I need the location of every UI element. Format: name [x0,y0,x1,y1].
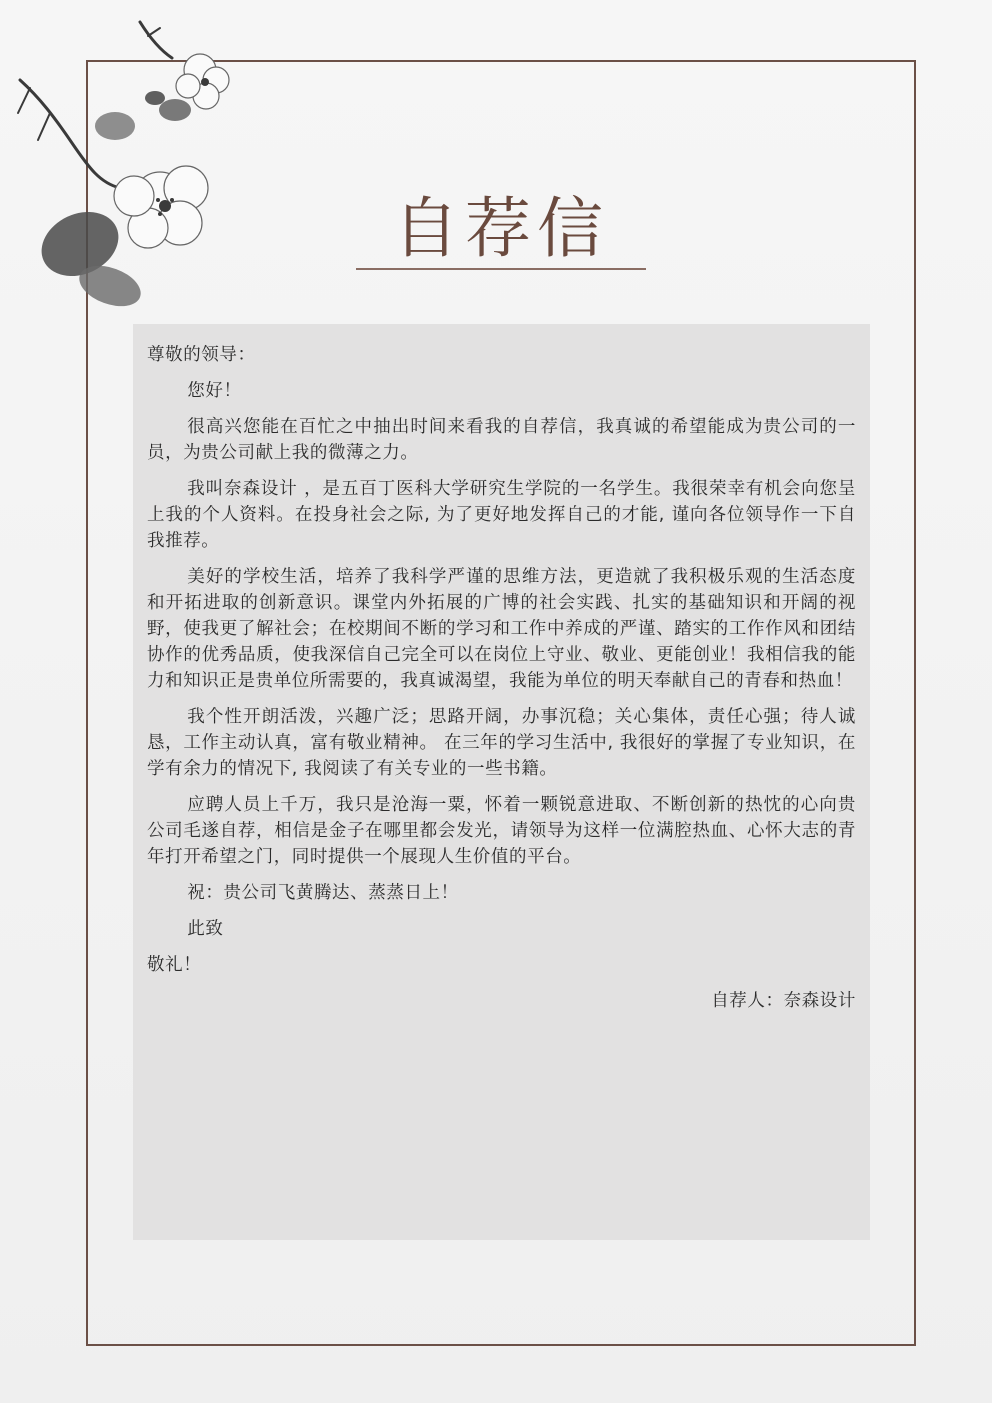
paragraph-1: 很高兴您能在百忙之中抽出时间来看我的自荐信，我真诚的希望能成为贵公司的一员，为贵公司献上我的微薄之力。 [147,417,856,463]
paragraph-5: 应聘人员上千万，我只是沧海一粟，怀着一颗锐意进取、不断创新的热忱的心向贵公司毛遂自荐，相信是金子在哪里都会发光，请领导为这样一位满腔热血、心怀大志的青年打开希望之门，同时提供一个展现人生价值的平台。 [147,795,856,867]
paragraph-2: 我叫奈森设计 ，是五百丁医科大学研究生学院的一名学生。我很荣幸有机会向您呈上我的个人资料。在投身社会之际, 为了更好地发挥自己的才能, 谨向各位领导作一下自我推荐。 [147,479,856,551]
wish: 祝：贵公司飞黄腾达、蒸蒸日上！ [187,883,459,903]
ink-flower-decoration [10,18,230,308]
title-underline [356,268,646,270]
signature: 自荐人：奈森设计 [711,991,856,1011]
closing-line-1: 此致 [187,919,224,939]
letter-body [133,324,870,1240]
salutation: 尊敬的领导： [147,345,256,365]
page-title: 自荐信 [393,190,609,267]
closing-line-2: 敬礼！ [147,955,202,975]
paragraph-3: 美好的学校生活，培养了我科学严谨的思维方法，更造就了我积极乐观的生活态度和开拓进取的创新意识。课堂内外拓展的广博的社会实践、扎实的基础知识和开阔的视野，使我更了解社会；在校期间不断的学习和工作中养成的严谨、踏实的工作作风和团结协作的优秀品质，使我深信自己完全可以在岗位上守业、敬业、更能创业！我相信我的能力和知识正是贵单位所需要的，我真诚渴望，我能为单位的明天奉献自己的青春和热血！ [147,567,856,691]
paragraph-4: 我个性开朗活泼，兴趣广泛；思路开阔，办事沉稳；关心集体，责任心强；待人诚恳，工作主动认真，富有敬业精神。 在三年的学习生活中, 我很好的掌握了专业知识，在学有余力的情况下, 我阅读了有关专业的一些书籍。 [147,707,856,779]
greeting: 您好！ [187,381,242,401]
